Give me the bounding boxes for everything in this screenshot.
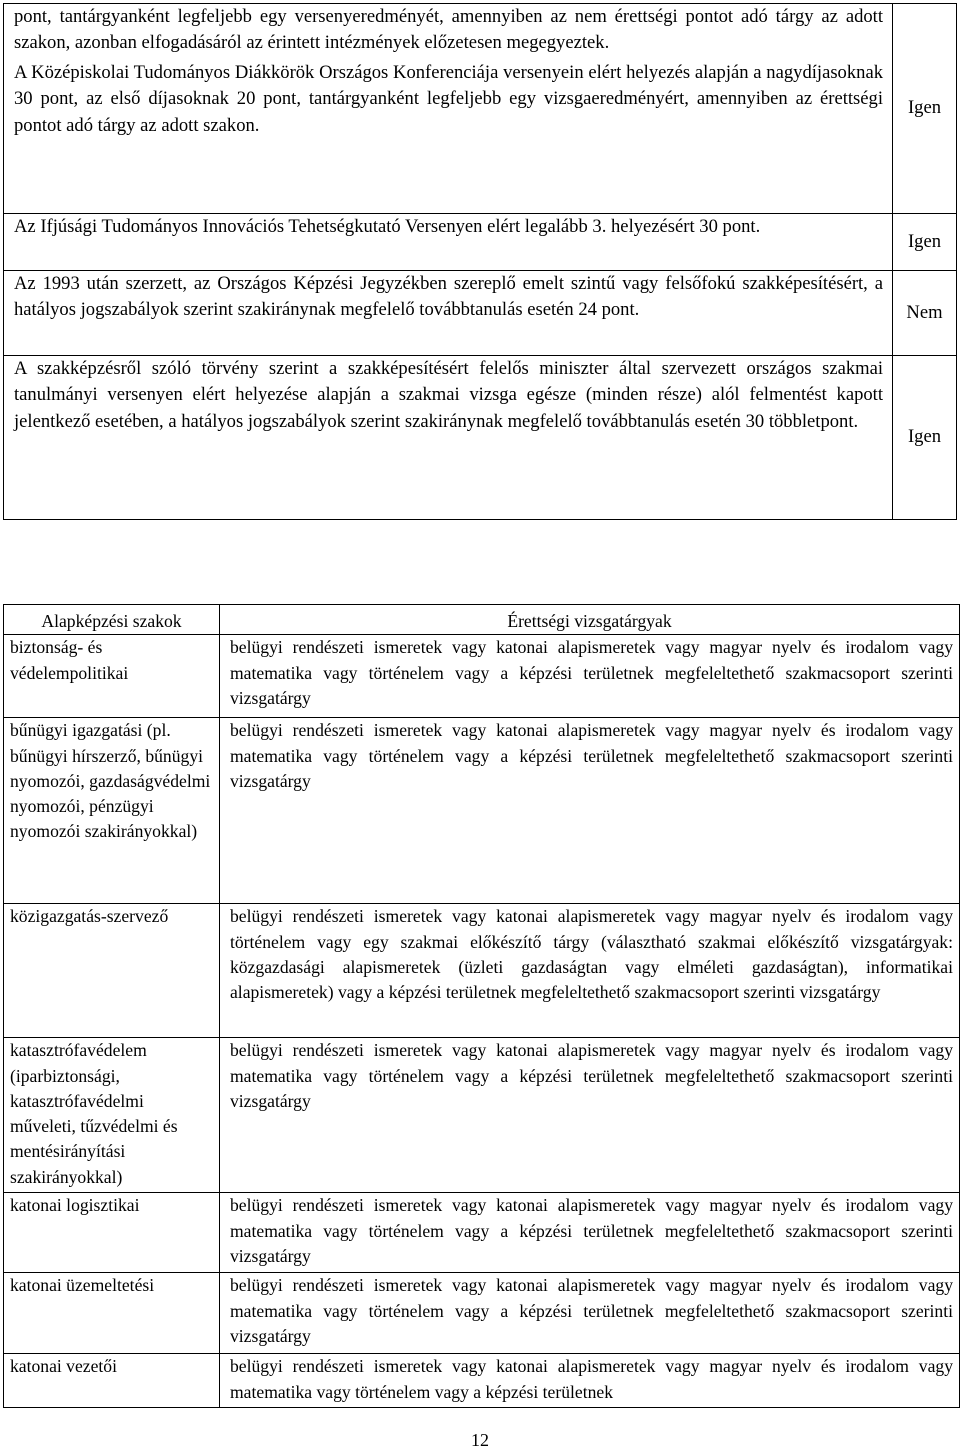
table-row bbox=[4, 718, 960, 904]
page-number: 12 bbox=[471, 1430, 489, 1450]
major-cell: katonai vezetői bbox=[4, 1354, 220, 1408]
bonus-points-table bbox=[3, 3, 957, 520]
criteria-text: pont, tantárgyanként legfeljebb egy versenyeredményét, amennyiben az nem érettségi pontot adó tárgy az adott szakon, azonban elfogadásáról az érintett intézmények előzetesen megegyeztek. bbox=[14, 6, 883, 54]
table-row bbox=[4, 1038, 960, 1193]
answer-cell: Igen bbox=[893, 356, 957, 520]
column-header-subjects: Érettségi vizsgatárgyak bbox=[220, 605, 960, 635]
answer-cell: Igen bbox=[893, 214, 957, 271]
major-cell: katonai üzemeltetési bbox=[4, 1273, 220, 1354]
subjects-cell: belügyi rendészeti ismeretek vagy katonai alapismeretek vagy magyar nyelv és irodalom vagy matematika vagy történelem vagy a képzési területnek megfeleltethető szakmacsoport szerinti vizsgatárgy bbox=[220, 635, 960, 718]
criteria-text: A Középiskolai Tudományos Diákkörök Országos Konferenciája versenyein elért helyezés alapján a nagydíjasoknak 30 pont, az első díjasoknak 20 pont, tantárgyanként legfeljebb egy vizsgaeredményért, amennyiben az érettségi pontot adó tárgy az adott szakon. bbox=[14, 61, 883, 136]
subjects-cell: belügyi rendészeti ismeretek vagy katonai alapismeretek vagy magyar nyelv és irodalom vagy matematika vagy történelem vagy a képzési területnek megfeleltethető szakmacsoport szerinti vizsgatárgy bbox=[220, 1038, 960, 1193]
table-row bbox=[4, 356, 957, 520]
subjects-cell: belügyi rendészeti ismeretek vagy katonai alapismeretek vagy magyar nyelv és irodalom vagy matematika vagy történelem vagy a képzési területnek bbox=[220, 1354, 960, 1408]
subjects-cell: belügyi rendészeti ismeretek vagy katonai alapismeretek vagy magyar nyelv és irodalom vagy matematika vagy történelem vagy a képzési területnek megfeleltethető szakmacsoport szerinti vizsgatárgy bbox=[220, 718, 960, 904]
criteria-cell bbox=[4, 214, 893, 271]
table-row bbox=[4, 214, 957, 271]
major-cell: katasztrófavédelem (iparbiztonsági, katasztrófavédelmi műveleti, tűzvédelmi és mentésirányítási szakirányokkal) bbox=[4, 1038, 220, 1193]
table-row bbox=[4, 1193, 960, 1273]
criteria-cell bbox=[4, 4, 893, 214]
table-row bbox=[4, 904, 960, 1038]
criteria-text: Az Ifjúsági Tudományos Innovációs Tehetségkutató Versenyen elért legalább 3. helyezésért 30 pont. bbox=[14, 216, 761, 237]
answer-cell: Nem bbox=[893, 271, 957, 356]
table-row bbox=[4, 4, 957, 214]
table-row bbox=[4, 1354, 960, 1408]
criteria-cell bbox=[4, 356, 893, 520]
answer-cell: Igen bbox=[893, 4, 957, 214]
subjects-cell: belügyi rendészeti ismeretek vagy katonai alapismeretek vagy magyar nyelv és irodalom vagy matematika vagy történelem vagy a képzési területnek megfeleltethető szakmacsoport szerinti vizsgatárgy bbox=[220, 1193, 960, 1273]
table-row bbox=[4, 271, 957, 356]
criteria-text: A szakképzésről szóló törvény szerint a szakképesítésért felelős miniszter által szervezett országos szakmai tanulmányi versenyen elért helyezése alapján a szakmai vizsga egésze (minden része) alól felmentést kapott jelentkező esetében, a hatályos jogszabályok szerint szakiránynak megfelelő továbbtanulás esetén 30 többletpont. bbox=[14, 358, 883, 432]
header-row bbox=[4, 605, 960, 635]
majors-subjects-table bbox=[3, 604, 960, 1408]
criteria-text: Az 1993 után szerzett, az Országos Képzési Jegyzékben szereplő emelt szintű vagy felsőfokú szakképesítésért, a hatályos jogszabályok szerint szakiránynak megfelelő továbbtanulás esetén 24 pont. bbox=[14, 273, 883, 321]
major-cell: biztonság- és védelempolitikai bbox=[4, 635, 220, 718]
major-cell: katonai logisztikai bbox=[4, 1193, 220, 1273]
subjects-cell: belügyi rendészeti ismeretek vagy katonai alapismeretek vagy magyar nyelv és irodalom vagy matematika vagy történelem vagy a képzési területnek megfeleltethető szakmacsoport szerinti vizsgatárgy bbox=[220, 1273, 960, 1354]
subjects-cell: belügyi rendészeti ismeretek vagy katonai alapismeretek vagy magyar nyelv és irodalom vagy történelem vagy egy szakmai előkészítő tárgy (választható szakmai előkészítő vizsgatárgyak: közgazdasági alapismeretek (üzleti gazdaságtan vagy elméleti gazdaságtan), informatikai alapismeretek) vagy a képzési területnek megfeleltethető szakmacsoport szerinti vizsgatárgy bbox=[220, 904, 960, 1038]
criteria-cell bbox=[4, 271, 893, 356]
table-row bbox=[4, 635, 960, 718]
major-cell: közigazgatás-szervező bbox=[4, 904, 220, 1038]
column-header-majors: Alapképzési szakok bbox=[4, 605, 220, 635]
major-cell: bűnügyi igazgatási (pl. bűnügyi hírszerző, bűnügyi nyomozói, gazdaságvédelmi nyomozói, pénzügyi nyomozói szakirányokkal) bbox=[4, 718, 220, 904]
table-row bbox=[4, 1273, 960, 1354]
